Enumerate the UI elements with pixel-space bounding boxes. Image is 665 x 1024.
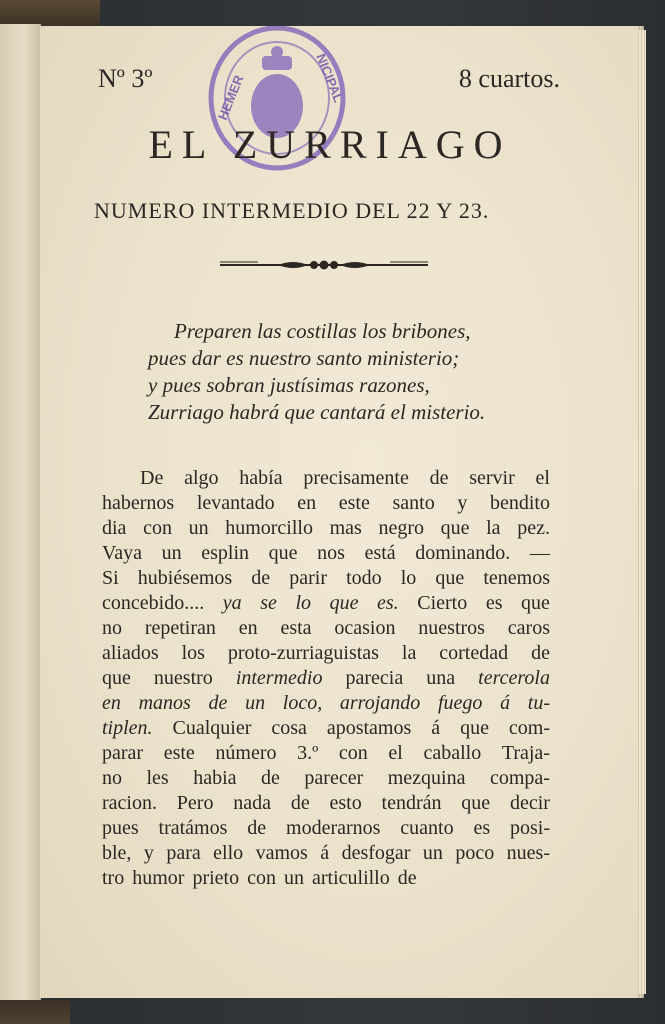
word: con (247, 867, 276, 889)
word: servir (469, 467, 515, 489)
text-line (102, 791, 550, 816)
word: el (535, 467, 550, 489)
document-page (40, 26, 638, 998)
word: y (143, 842, 154, 864)
word: dominando. (415, 542, 511, 564)
word: este (163, 742, 195, 764)
word: tenemos (483, 567, 550, 589)
text-line (102, 466, 550, 491)
word: manos (138, 692, 191, 714)
epigraph-verse (148, 318, 568, 426)
word: con (143, 517, 172, 539)
word: mas (329, 517, 362, 539)
word: humor (132, 867, 185, 889)
word: en (238, 617, 258, 639)
word: no (102, 767, 122, 789)
facing-page-edge (0, 24, 41, 1000)
word: pez. (517, 517, 550, 539)
word: número (215, 742, 277, 764)
word: aliados (102, 642, 159, 664)
word: tendrán (381, 792, 442, 814)
word: que (461, 792, 491, 814)
word: cosa (271, 717, 307, 739)
word: Vaya (102, 542, 142, 564)
word: que (460, 717, 489, 739)
verse-line: pues dar es nuestro santo ministerio; (148, 346, 460, 370)
word: un (283, 867, 304, 889)
word: se (260, 592, 277, 614)
word: no (102, 617, 122, 639)
word: posi- (510, 817, 550, 839)
word: tiplen. (102, 717, 153, 739)
text-line (102, 516, 550, 541)
word: el (388, 742, 403, 764)
word: ya (222, 592, 242, 614)
word: Cierto (417, 592, 468, 614)
word: dia (102, 517, 127, 539)
word: que (329, 592, 359, 614)
word: desfogar (341, 842, 411, 864)
text-line (102, 691, 550, 716)
word: De (140, 467, 164, 489)
text-line (102, 816, 550, 841)
word: compa- (490, 767, 550, 789)
verse-line: Zurriago habrá que cantará el misterio. (148, 400, 486, 424)
newspaper-title: EL ZURRIAGO (148, 122, 512, 167)
word: arrojando (339, 692, 421, 714)
issue-subtitle: NUMERO INTERMEDIO DEL 22 Y 23. (94, 198, 490, 223)
binding-bottom (0, 1000, 70, 1024)
word: esplin (201, 542, 250, 564)
text-line (102, 766, 550, 791)
stamp-text-left: HEMER (214, 72, 247, 123)
text-line (102, 616, 550, 641)
word: una (426, 667, 456, 689)
word: com- (508, 717, 550, 739)
word: humorcillo (225, 517, 313, 539)
text-line (102, 591, 550, 616)
word: y (457, 492, 468, 514)
word: que (440, 517, 470, 539)
word: hubiésemos (137, 567, 233, 589)
binding-top (0, 0, 100, 26)
word: á (431, 717, 441, 739)
word: de (531, 642, 550, 664)
word: bendito (490, 492, 550, 514)
word: con (338, 742, 368, 764)
word: esto (329, 792, 362, 814)
word: de (261, 767, 280, 789)
word: nuestros (418, 617, 485, 639)
word: tercerola (478, 667, 550, 689)
price: 8 cuartos. (458, 64, 560, 93)
word: concebido.... (102, 592, 205, 614)
word: tratámos (158, 817, 228, 839)
word: poco (455, 842, 495, 864)
word: para (166, 842, 201, 864)
word: caros (507, 617, 550, 639)
text-line (102, 716, 550, 741)
word: ello (213, 842, 244, 864)
word: un (188, 517, 209, 539)
word: habernos (102, 492, 175, 514)
word: parecia (345, 667, 404, 689)
text-line (102, 841, 550, 866)
text-line (102, 491, 550, 516)
word: parar (102, 742, 144, 764)
word: les (146, 767, 169, 789)
word: repetiran (144, 617, 216, 639)
article-body (102, 466, 550, 891)
word: de (208, 692, 228, 714)
word: cortedad (439, 642, 509, 664)
word: la (401, 642, 417, 664)
word: proto-zurriaguistas (227, 642, 379, 664)
word: Si (102, 567, 119, 589)
word: nues- (506, 842, 550, 864)
word: todo (346, 567, 382, 589)
word: ble, (102, 842, 132, 864)
verse-line: y pues sobran justísimas razones, (148, 373, 430, 397)
word: santo (392, 492, 435, 514)
word: es. (377, 592, 399, 614)
word: de (429, 467, 449, 489)
word: los (181, 642, 205, 664)
word: loco, (282, 692, 323, 714)
word: — (529, 542, 550, 564)
ornament-divider-icon (218, 258, 430, 272)
text-line (102, 566, 550, 591)
word: habia (193, 767, 237, 789)
word: apostamos (326, 717, 412, 739)
word: á (500, 692, 511, 714)
word: un (161, 542, 182, 564)
word: que (435, 567, 465, 589)
word: Cualquier (172, 717, 252, 739)
word: caballo (423, 742, 482, 764)
word: ocasion (334, 617, 396, 639)
word: de (251, 567, 271, 589)
word: 3.º (297, 742, 319, 764)
verse-line: Preparen las costillas los bribones, (174, 319, 471, 343)
word: pues (102, 817, 139, 839)
word: tro (102, 867, 125, 889)
word: tu- (527, 692, 550, 714)
word: negro (378, 517, 424, 539)
page-stack-edge (638, 30, 646, 994)
word: lo (400, 567, 417, 589)
word: esta (280, 617, 312, 639)
word: Pero (176, 792, 214, 814)
word: que (521, 592, 550, 614)
word: lo (295, 592, 311, 614)
word: mezquina (387, 767, 466, 789)
word: nuestro (153, 667, 213, 689)
word: está (364, 542, 396, 564)
word: es (473, 817, 491, 839)
word: en (102, 692, 121, 714)
word: un (245, 692, 266, 714)
word: que (268, 542, 298, 564)
text-line (102, 641, 550, 666)
word: nos (317, 542, 345, 564)
word: prieto (192, 867, 240, 889)
text-line (102, 741, 550, 766)
word: que (102, 667, 131, 689)
word: levantado (196, 492, 275, 514)
word: nada (233, 792, 272, 814)
text-line (102, 866, 550, 891)
text-line (102, 666, 550, 691)
word: un (422, 842, 443, 864)
word: en (297, 492, 317, 514)
word: de (397, 867, 417, 889)
word: la (486, 517, 501, 539)
word: Traja- (501, 742, 550, 764)
word: intermedio (235, 667, 323, 689)
word: de (247, 817, 267, 839)
stamp-text-right: NICIPAL (313, 51, 347, 105)
issue-number: Nº 3º (98, 64, 153, 93)
word: racion. (102, 792, 157, 814)
word: cuanto (400, 817, 454, 839)
word: había (239, 467, 283, 489)
word: fuego (437, 692, 483, 714)
word: de (290, 792, 310, 814)
word: articulillo (311, 867, 390, 889)
word: á (320, 842, 330, 864)
word: precisamente (303, 467, 409, 489)
word: parir (289, 567, 328, 589)
word: vamos (255, 842, 308, 864)
word: algo (184, 467, 219, 489)
word: parecer (304, 767, 364, 789)
word: moderarnos (286, 817, 381, 839)
word: es (485, 592, 503, 614)
word: decir (509, 792, 550, 814)
word: este (338, 492, 370, 514)
text-line (102, 541, 550, 566)
